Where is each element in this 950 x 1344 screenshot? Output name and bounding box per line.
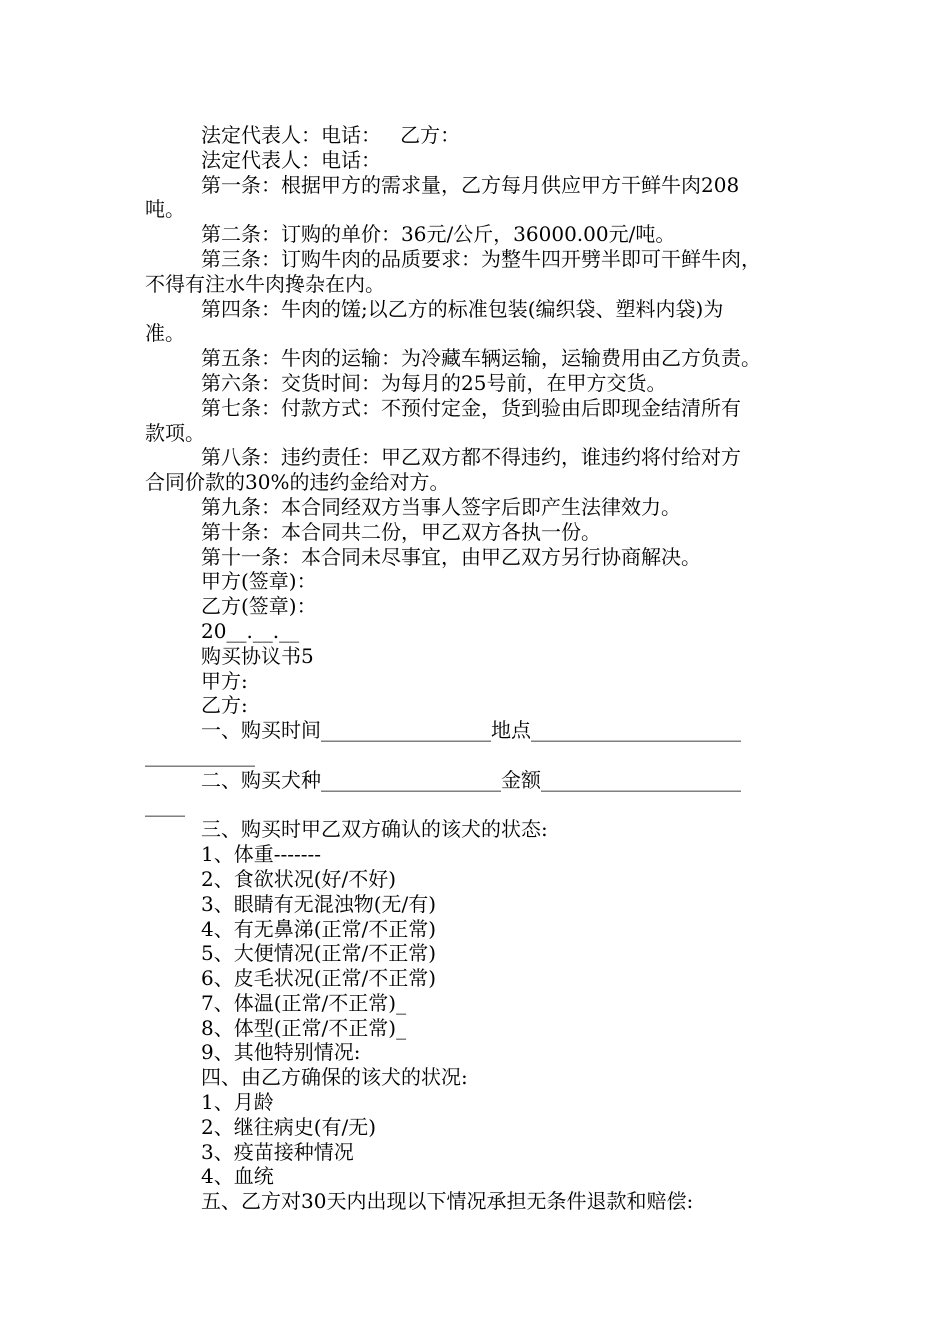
- text-line: 款项。: [145, 420, 205, 445]
- text-line: 9、其他特别情况:: [201, 1040, 361, 1065]
- text-line: 二、购买犬种__________________金额____________________: [201, 767, 741, 792]
- text-line: 3、疫苗接种情况: [201, 1139, 354, 1164]
- text-line: 1、体重-------: [201, 842, 322, 867]
- text-line: 一、购买时间_________________地点_____________________: [201, 718, 741, 743]
- text-line: 吨。: [145, 197, 185, 222]
- document-body: [145, 123, 810, 1214]
- text-line: 2、食欲状况(好/不好): [201, 866, 397, 891]
- text-line: 不得有注水牛肉搀杂在内。: [145, 271, 385, 296]
- text-line: 20__.__.__: [201, 618, 300, 643]
- text-line: 第三条：订购牛肉的品质要求：为整牛四开劈半即可干鲜牛肉，: [201, 246, 761, 271]
- text-line: 四、由乙方确保的该犬的状况:: [201, 1065, 468, 1090]
- text-line: 乙方(签章)：: [201, 594, 317, 619]
- text-line: 三、购买时甲乙双方确认的该犬的状态:: [201, 817, 548, 842]
- text-line: ___________: [145, 742, 255, 767]
- text-line: 2、继往病史(有/无): [201, 1114, 377, 1139]
- text-line: 合同价款的30%的违约金给对方。: [145, 470, 450, 495]
- text-line: 7、体温(正常/不正常)_: [201, 990, 407, 1015]
- text-line: 法定代表人：电话： 乙方：: [201, 123, 461, 147]
- text-line: 第一条：根据甲方的需求量，乙方每月供应甲方干鲜牛肉208: [201, 172, 740, 197]
- text-line: 五、乙方对30天内出现以下情况承担无条件退款和赔偿:: [201, 1189, 694, 1214]
- text-line: 第十条：本合同共二份，甲乙双方各执一份。: [201, 519, 601, 544]
- text-line: 8、体型(正常/不正常)_: [201, 1015, 407, 1040]
- text-line: 购买协议书5: [201, 643, 314, 668]
- text-line: 第十一条：本合同未尽事宜，由甲乙双方另行协商解决。: [201, 544, 701, 569]
- text-line: 1、月龄: [201, 1090, 274, 1115]
- text-line: 第八条：违约责任：甲乙双方都不得违约，谁违约将付给对方: [201, 445, 741, 470]
- text-line: 第五条：牛肉的运输：为冷藏车辆运输，运输费用由乙方负责。: [201, 346, 761, 371]
- text-line: 甲方(签章)：: [201, 569, 317, 594]
- text-line: 6、皮毛状况(正常/不正常): [201, 966, 437, 991]
- text-line: 乙方:: [201, 693, 248, 718]
- text-line: 5、大便情况(正常/不正常): [201, 941, 437, 966]
- text-line: 准。: [145, 321, 185, 346]
- text-line: 甲方:: [201, 668, 248, 693]
- text-line: 法定代表人：电话：: [201, 147, 381, 172]
- text-line: 第二条：订购的单价：36元/公斤，36000.00元/吨。: [201, 222, 676, 247]
- text-line: 第四条：牛肉的馐;以乙方的标准包装(编织袋、塑料内袋)为: [201, 296, 724, 321]
- text-line: 4、有无鼻涕(正常/不正常): [201, 916, 437, 941]
- text-line: 第六条：交货时间：为每月的25号前，在甲方交货。: [201, 370, 667, 395]
- text-line: 第九条：本合同经双方当事人签字后即产生法律效力。: [201, 494, 681, 519]
- text-line: ____: [145, 792, 185, 817]
- text-line: 第七条：付款方式：不预付定金，货到验由后即现金结清所有: [201, 395, 741, 420]
- text-line: 4、血统: [201, 1164, 274, 1189]
- text-line: 3、眼睛有无混浊物(无/有): [201, 891, 437, 916]
